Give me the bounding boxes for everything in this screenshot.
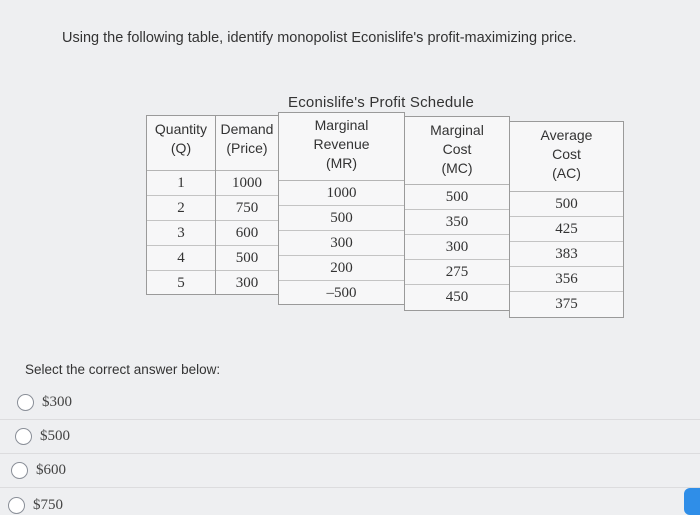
mr-header-line: Marginal	[314, 117, 369, 133]
radio-button[interactable]	[11, 462, 28, 479]
answer-option-label: $300	[42, 394, 72, 410]
answer-option-label: $500	[40, 428, 70, 444]
table-cell: 3	[147, 221, 215, 246]
table-cell: 600	[216, 221, 278, 246]
table-cell: 425	[510, 217, 623, 242]
question-text: Using the following table, identify monopolist Econislife's profit-maximizing price.	[62, 30, 577, 46]
table-cell: 500	[405, 185, 509, 210]
quantity-header-line: Quantity	[154, 121, 208, 137]
quantity-header-line: (Q)	[170, 140, 192, 156]
average-cost-header	[510, 122, 623, 192]
demand-header-line: Demand	[220, 121, 274, 137]
mr-header-line: (MR)	[325, 155, 358, 171]
ac-header-line: Average	[540, 127, 593, 143]
table-cell: –500	[326, 285, 357, 301]
mr-header-line: Revenue	[313, 136, 370, 152]
table-cell: 200	[279, 256, 404, 281]
table-cell: 750	[216, 196, 278, 221]
quantity-column	[146, 115, 216, 295]
mc-header-line: (MC)	[441, 160, 473, 176]
ac-header-line: (AC)	[552, 165, 581, 181]
demand-header-line: (Price)	[226, 140, 268, 156]
mc-header-line: Marginal	[430, 122, 484, 138]
answer-option[interactable]	[0, 420, 700, 454]
side-tab-button[interactable]	[684, 488, 700, 515]
marginal-cost-header	[405, 117, 509, 185]
marginal-revenue-column	[278, 112, 405, 305]
demand-column	[215, 115, 279, 295]
answer-option-label: $600	[36, 462, 66, 478]
radio-button[interactable]	[8, 497, 25, 514]
table-cell: 500	[510, 192, 623, 217]
marginal-cost-column	[404, 116, 510, 311]
mc-header-line: Cost	[442, 141, 472, 157]
radio-button[interactable]	[17, 394, 34, 411]
quantity-header	[147, 116, 215, 171]
table-cell: 275	[405, 260, 509, 285]
table-cell: 450	[445, 289, 469, 305]
demand-header	[216, 116, 278, 171]
table-cell: 4	[147, 246, 215, 271]
table-cell: 500	[279, 206, 404, 231]
table-cell: 300	[235, 275, 259, 291]
answer-option-label: $750	[33, 496, 63, 513]
answer-option[interactable]	[0, 454, 700, 488]
answer-option[interactable]	[0, 386, 700, 420]
table-cell: 300	[405, 235, 509, 260]
table-cell: 383	[510, 242, 623, 267]
table-cell: 5	[177, 275, 185, 291]
ac-header-line: Cost	[552, 146, 581, 162]
answer-option[interactable]	[0, 488, 700, 515]
table-cell: 1000	[279, 181, 404, 206]
table-title: Econislife's Profit Schedule	[288, 94, 475, 111]
table-cell: 300	[279, 231, 404, 256]
table-cell: 1000	[216, 171, 278, 196]
table-cell: 375	[555, 296, 578, 312]
profit-schedule-table	[130, 104, 625, 320]
average-cost-column	[509, 121, 624, 318]
table-cell: 2	[147, 196, 215, 221]
radio-button[interactable]	[15, 428, 32, 445]
table-cell: 500	[216, 246, 278, 271]
table-cell: 1	[147, 171, 215, 196]
table-cell: 356	[510, 267, 623, 292]
answer-prompt: Select the correct answer below:	[25, 362, 221, 377]
table-cell: 350	[405, 210, 509, 235]
marginal-revenue-header	[279, 113, 404, 181]
